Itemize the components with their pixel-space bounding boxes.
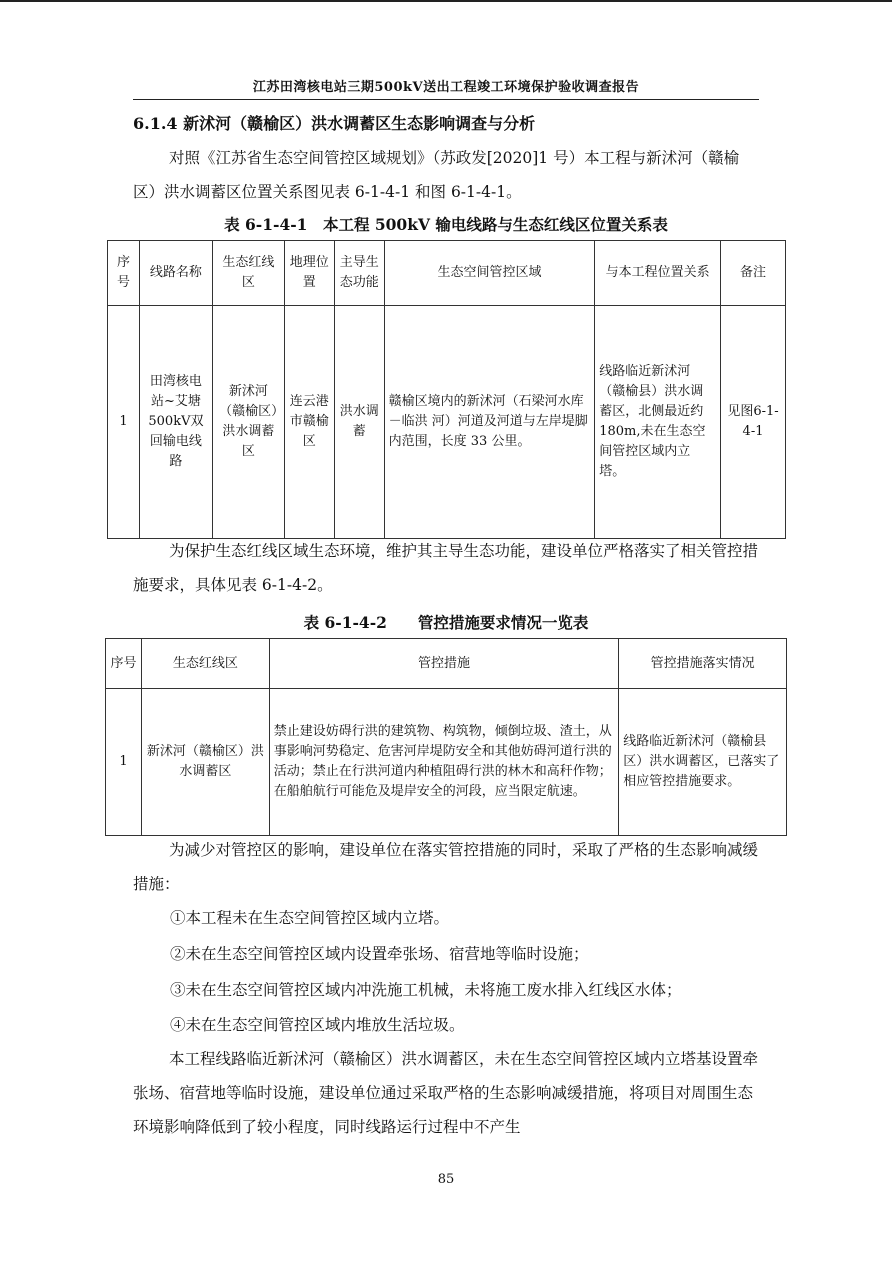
measure-item-2: ②未在生态空间管控区域内设置牵张场、宿营地等临时设施； [170,945,589,963]
table1-cell-remark: 见图6-1-4-1 [721,306,786,539]
header-rule [133,99,759,100]
table1-header-red-line-zone: 生态红线区 [212,241,284,306]
table2-cell-zone: 新沭河（赣榆区）洪水调蓄区 [141,689,269,836]
table1-header-location: 地理位置 [284,241,334,306]
page-number: 85 [437,1172,455,1187]
table1-header-function: 主导生态功能 [334,241,384,306]
table1-header-row [108,241,786,306]
section-title: 6.1.4 新沭河（赣榆区）洪水调蓄区生态影响调查与分析 [133,114,536,133]
table1-header-no: 序号 [108,241,140,306]
measure-item-4: ④未在生态空间管控区域内堆放生活垃圾。 [170,1016,465,1034]
table2-cell-measures: 禁止建设妨碍行洪的建筑物、构筑物，倾倒垃圾、渣土，从事影响河势稳定、危害河岸堤防安全和其他妨碍河道行洪的活动；禁止在行洪河道内种植阻碍行洪的林木和高秆作物；在船舶航行可能危及堤岸安全的河段，应当限定航速。 [269,689,618,836]
table1-caption: 表 6-1-4-1 本工程 500kV 输电线路与生态红线区位置关系表 [224,215,668,234]
table2-cell-no: 1 [106,689,142,836]
table-position-relation [107,240,786,539]
measure-item-3: ③未在生态空间管控区域内冲洗施工机械，未将施工废水排入红线区水体； [170,981,682,999]
paragraph-mitigation-intro: 为减少对管控区的影响，建设单位在落实管控措施的同时，采取了严格的生态影响减缓措施： [133,841,759,893]
table1-header-control-area: 生态空间管控区域 [384,241,595,306]
paragraph-protection: 为保护生态红线区域生态环境，维护其主导生态功能，建设单位严格落实了相关管控措施要求，具体见表 6-1-4-2。 [133,542,759,594]
measure-item-1: ①本工程未在生态空间管控区域内立塔。 [170,909,450,927]
table1-header-line-name: 线路名称 [139,241,212,306]
table1-cell-control-area: 赣榆区境内的新沭河（石梁河水库－临洪 河）河道及河道与左岸堤脚内范围，长度 33 公里。 [384,306,595,539]
table2-cell-status: 线路临近新沭河（赣榆县区）洪水调蓄区，已落实了相应管控措施要求。 [619,689,787,836]
table1-row [108,306,786,539]
table-control-measures [105,638,787,836]
table2-header-measures: 管控措施 [269,639,618,689]
table1-cell-function: 洪水调蓄 [334,306,384,539]
table2-row [106,689,787,836]
table1-cell-red-line-zone: 新沭河（赣榆区）洪水调蓄区 [212,306,284,539]
table2-header-zone: 生态红线区 [141,639,269,689]
report-header: 江苏田湾核电站三期500kV送出工程竣工环境保护验收调查报告 [252,80,640,95]
table2-caption: 表 6-1-4-2 管控措施要求情况一览表 [303,613,589,632]
paragraph-conclusion: 本工程线路临近新沭河（赣榆区）洪水调蓄区，未在生态空间管控区域内立塔基设置牵张场、宿营地等临时设施，建设单位通过采取严格的生态影响减缓措施，将项目对周围生态环境影响降低到了较小程度，同时线路运行过程中不产生 [133,1050,759,1136]
table1-cell-no: 1 [108,306,140,539]
paragraph-intro: 对照《江苏省生态空间管控区域规划》（苏政发[2020]1 号）本工程与新沭河（赣榆区）洪水调蓄区位置关系图见表 6-1-4-1 和图 6-1-4-1。 [133,149,740,201]
top-border [0,0,892,2]
table1-header-relation: 与本工程位置关系 [595,241,721,306]
table1-cell-relation: 线路临近新沭河（赣榆县）洪水调蓄区，北侧最近约180m,未在生态空间管控区域内立塔。 [595,306,721,539]
table2-header-status: 管控措施落实情况 [619,639,787,689]
table2-header-row [106,639,787,689]
table2-header-no: 序号 [106,639,142,689]
table1-header-remark: 备注 [721,241,786,306]
table1-cell-line-name: 田湾核电站~艾塘500kV双回输电线路 [139,306,212,539]
table1-cell-location: 连云港市赣榆区 [284,306,334,539]
